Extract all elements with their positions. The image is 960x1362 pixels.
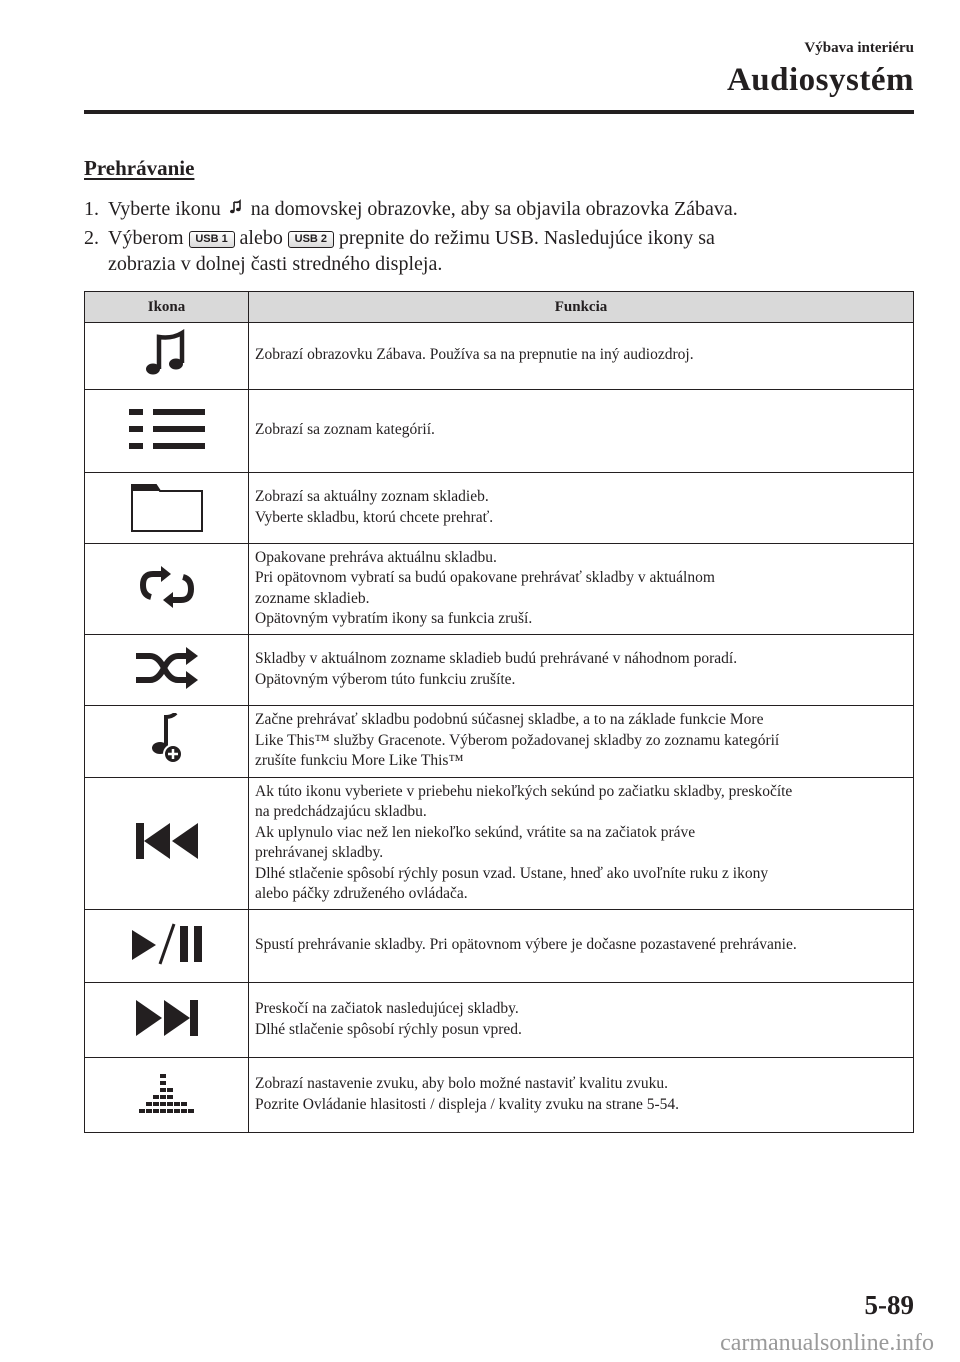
page-number: 5-89 [864,1290,914,1320]
header-section: Výbava interiéru [804,40,914,56]
table-row [85,910,914,983]
row-text: Pozrite Ovládanie hlasitosti / displeja / kvality zvuku na strane 5-54. [255,1095,680,1113]
icon-function-table [84,291,914,1133]
row-text: Dlhé stlačenie spôsobí rýchly posun vzad. Ustane, hneď ako uvoľníte ruku z ikony [255,864,769,882]
row-text: na predchádzajúcu skladbu. [255,803,427,820]
row-text: Vyberte skladbu, ktorú chcete prehrať. [255,508,494,526]
row-text: Ak túto ikonu vyberiete v priebehu niekoľkých sekúnd po začiatku skladby, preskočíte [255,782,793,800]
table-row [85,390,914,473]
row-text: Zobrazí sa aktuálny zoznam skladieb. [255,488,489,505]
row-text: Preskočí na začiatok nasledujúcej skladby. [255,1000,519,1017]
row-text: Zobrazí obrazovku Zábava. Používa sa na prepnutie na iný audiozdroj. [255,346,694,364]
step-text: na domovskej obrazovke, aby sa objavila obrazovka Zábava. [250,198,738,220]
row-text: Dlhé stlačenie spôsobí rýchly posun vpred. [255,1020,522,1038]
step-text: Vyberte ikonu [108,198,221,220]
next-track-icon [134,1025,200,1042]
usb1-icon: USB 1 [189,231,235,248]
row-text: Pri opätovnom vybratí sa budú opakovane prehrávať skladby v aktuálnom [255,569,715,586]
row-text: Spustí prehrávanie skladby. Pri opätovnom výbere je dočasne pozastavené prehrávanie. [255,936,797,954]
step-text: Výberom [108,227,184,249]
row-text: Začne prehrávať skladbu podobnú súčasnej skladbe, a to na základe funkcie More [255,711,764,729]
folder-icon [130,520,204,537]
header-title: Audiosystém [726,62,914,98]
row-text: Opätovným vybratím ikony sa funkcia zruší. [255,610,533,627]
row-text: Zobrazí sa zoznam kategórií. [255,421,435,439]
section-title: Prehrávanie [84,156,195,180]
step-text: zobrazia v dolnej časti stredného displeja. [108,253,443,275]
more-like-this-icon [150,752,184,769]
row-text: Like This™ služby Gracenote. Výberom požadovanej skladby zo zoznamu kategórií [255,731,780,749]
header-rule [84,110,914,114]
music-note-icon [142,366,192,383]
table-row [85,544,914,635]
shuffle-icon [134,677,200,694]
row-text: alebo páčky združeného ovládača. [255,885,468,902]
equalizer-icon [139,1102,195,1119]
row-text: Zobrazí nastavenie zvuku, aby bolo možné nastaviť kvalitu zvuku. [255,1075,668,1092]
row-text: zozname skladieb. [255,589,370,607]
table-header-function: Funkcia [249,292,914,323]
previous-track-icon [134,848,200,865]
row-text: zrušíte funkciu More Like This™ [255,752,464,770]
steps-list [84,196,884,277]
watermark: carmanualsonline.info [720,1330,934,1356]
table-row [85,635,914,706]
repeat-icon [137,596,197,613]
table-row [85,778,914,910]
row-text: Opakovane prehráva aktuálnu skladbu. [255,548,497,566]
step-text: alebo [239,227,283,249]
table-row [85,323,914,390]
row-text: prehrávanej skladby. [255,844,384,861]
table-header-icon: Ikona [85,292,249,323]
step-number: 2. [84,227,99,249]
table-row [85,706,914,778]
step-1 [84,196,884,225]
play-pause-icon [130,953,204,970]
usb2-icon: USB 2 [288,231,334,248]
table-row [85,473,914,544]
entertainment-icon [226,198,246,225]
table-header-row [85,292,914,323]
table-row [85,983,914,1058]
step-number: 1. [84,198,99,220]
row-text: Ak uplynulo viac než len niekoľko sekúnd, vrátite sa na začiatok práve [255,823,696,841]
list-icon [127,440,207,457]
row-text: Opätovným výberom túto funkciu zrušíte. [255,670,516,688]
row-text: Skladby v aktuálnom zozname skladieb budú prehrávané v náhodnom poradí. [255,650,738,667]
table-row [85,1058,914,1133]
step-text: prepnite do režimu USB. Nasledujúce ikony sa [338,227,715,249]
step-2 [84,225,884,277]
